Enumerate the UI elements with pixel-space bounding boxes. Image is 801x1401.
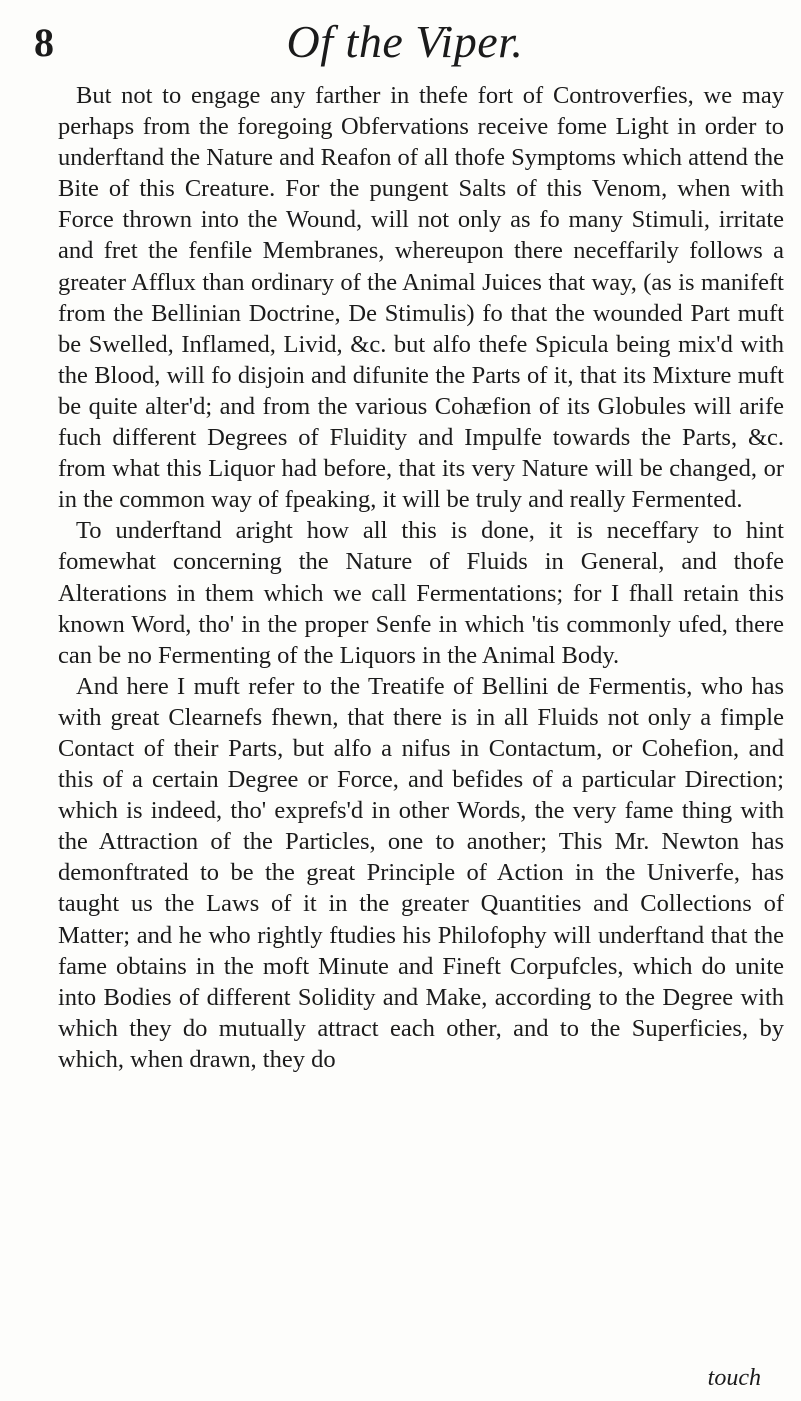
- page-number: 8: [34, 20, 54, 65]
- page-header: [30, 12, 780, 74]
- paragraph: And here I muft refer to the Treatife of Bellini de Fermentis, who has with great Clearnefs fhewn, that there is in all Fluids not only a fimple Contact of their Parts, but alfo a nifus in Contactum, or Cohefion, and this of a certain Degree or Force, and befides of a particular Direction; which is indeed, tho' exprefs'd in other Words, the very fame thing with the Attraction of the Particles, one to another; This Mr. Newton has demonftrated to be the great Principle of Action in the Univerfe, has taught us the Laws of it in the greater Quantities and Collections of Matter; and he who rightly ftudies his Philofophy will underftand that the fame obtains in the moft Minute and Fineft Corpufcles, which do unite into Bodies of different Solidity and Make, according to the Degree with which they do mutually attract each other, and to the Superficies, by which, when drawn, they do: [58, 672, 784, 1073]
- body-text: [58, 80, 784, 1075]
- paragraph: But not to engage any farther in thefe fort of Controverfies, we may perhaps from the foregoing Obfervations receive fome Light in order to underftand the Nature and Reafon of all thofe Symptoms which attend the Bite of this Creature. For the pungent Salts of this Venom, when with Force thrown into the Wound, will not only as fo many Stimuli, irritate and fret the fenfile Membranes, whereupon there neceffarily follows a greater Afflux than ordinary of the Animal Juices that way, (as is manifeft from the Bellinian Doctrine, De Stimulis) fo that the wounded Part muft be Swelled, Inflamed, Livid, &c. but alfo thefe Spicula being mix'd with the Blood, will fo disjoin and difunite the Parts of it, that its Mixture muft be quite alter'd; and from the various Cohæfion of its Globules will arife fuch different Degrees of Fluidity and Impulfe towards the Parts, &c. from what this Liquor had before, that its very Nature will be changed, or in the common way of fpeaking, it will be truly and really Fermented.: [58, 82, 784, 514]
- running-head: Of the Viper.: [286, 16, 524, 67]
- catchword: touch: [707, 1365, 761, 1391]
- paragraph: To underftand aright how all this is done, it is neceffary to hint fomewhat concerning the Nature of Fluids in General, and thofe Alterations in them which we call Fermentations; for I fhall retain this known Word, tho' in the proper Senfe in which 'tis commonly ufed, there can be no Fermenting of the Liquors in the Animal Body.: [58, 517, 784, 669]
